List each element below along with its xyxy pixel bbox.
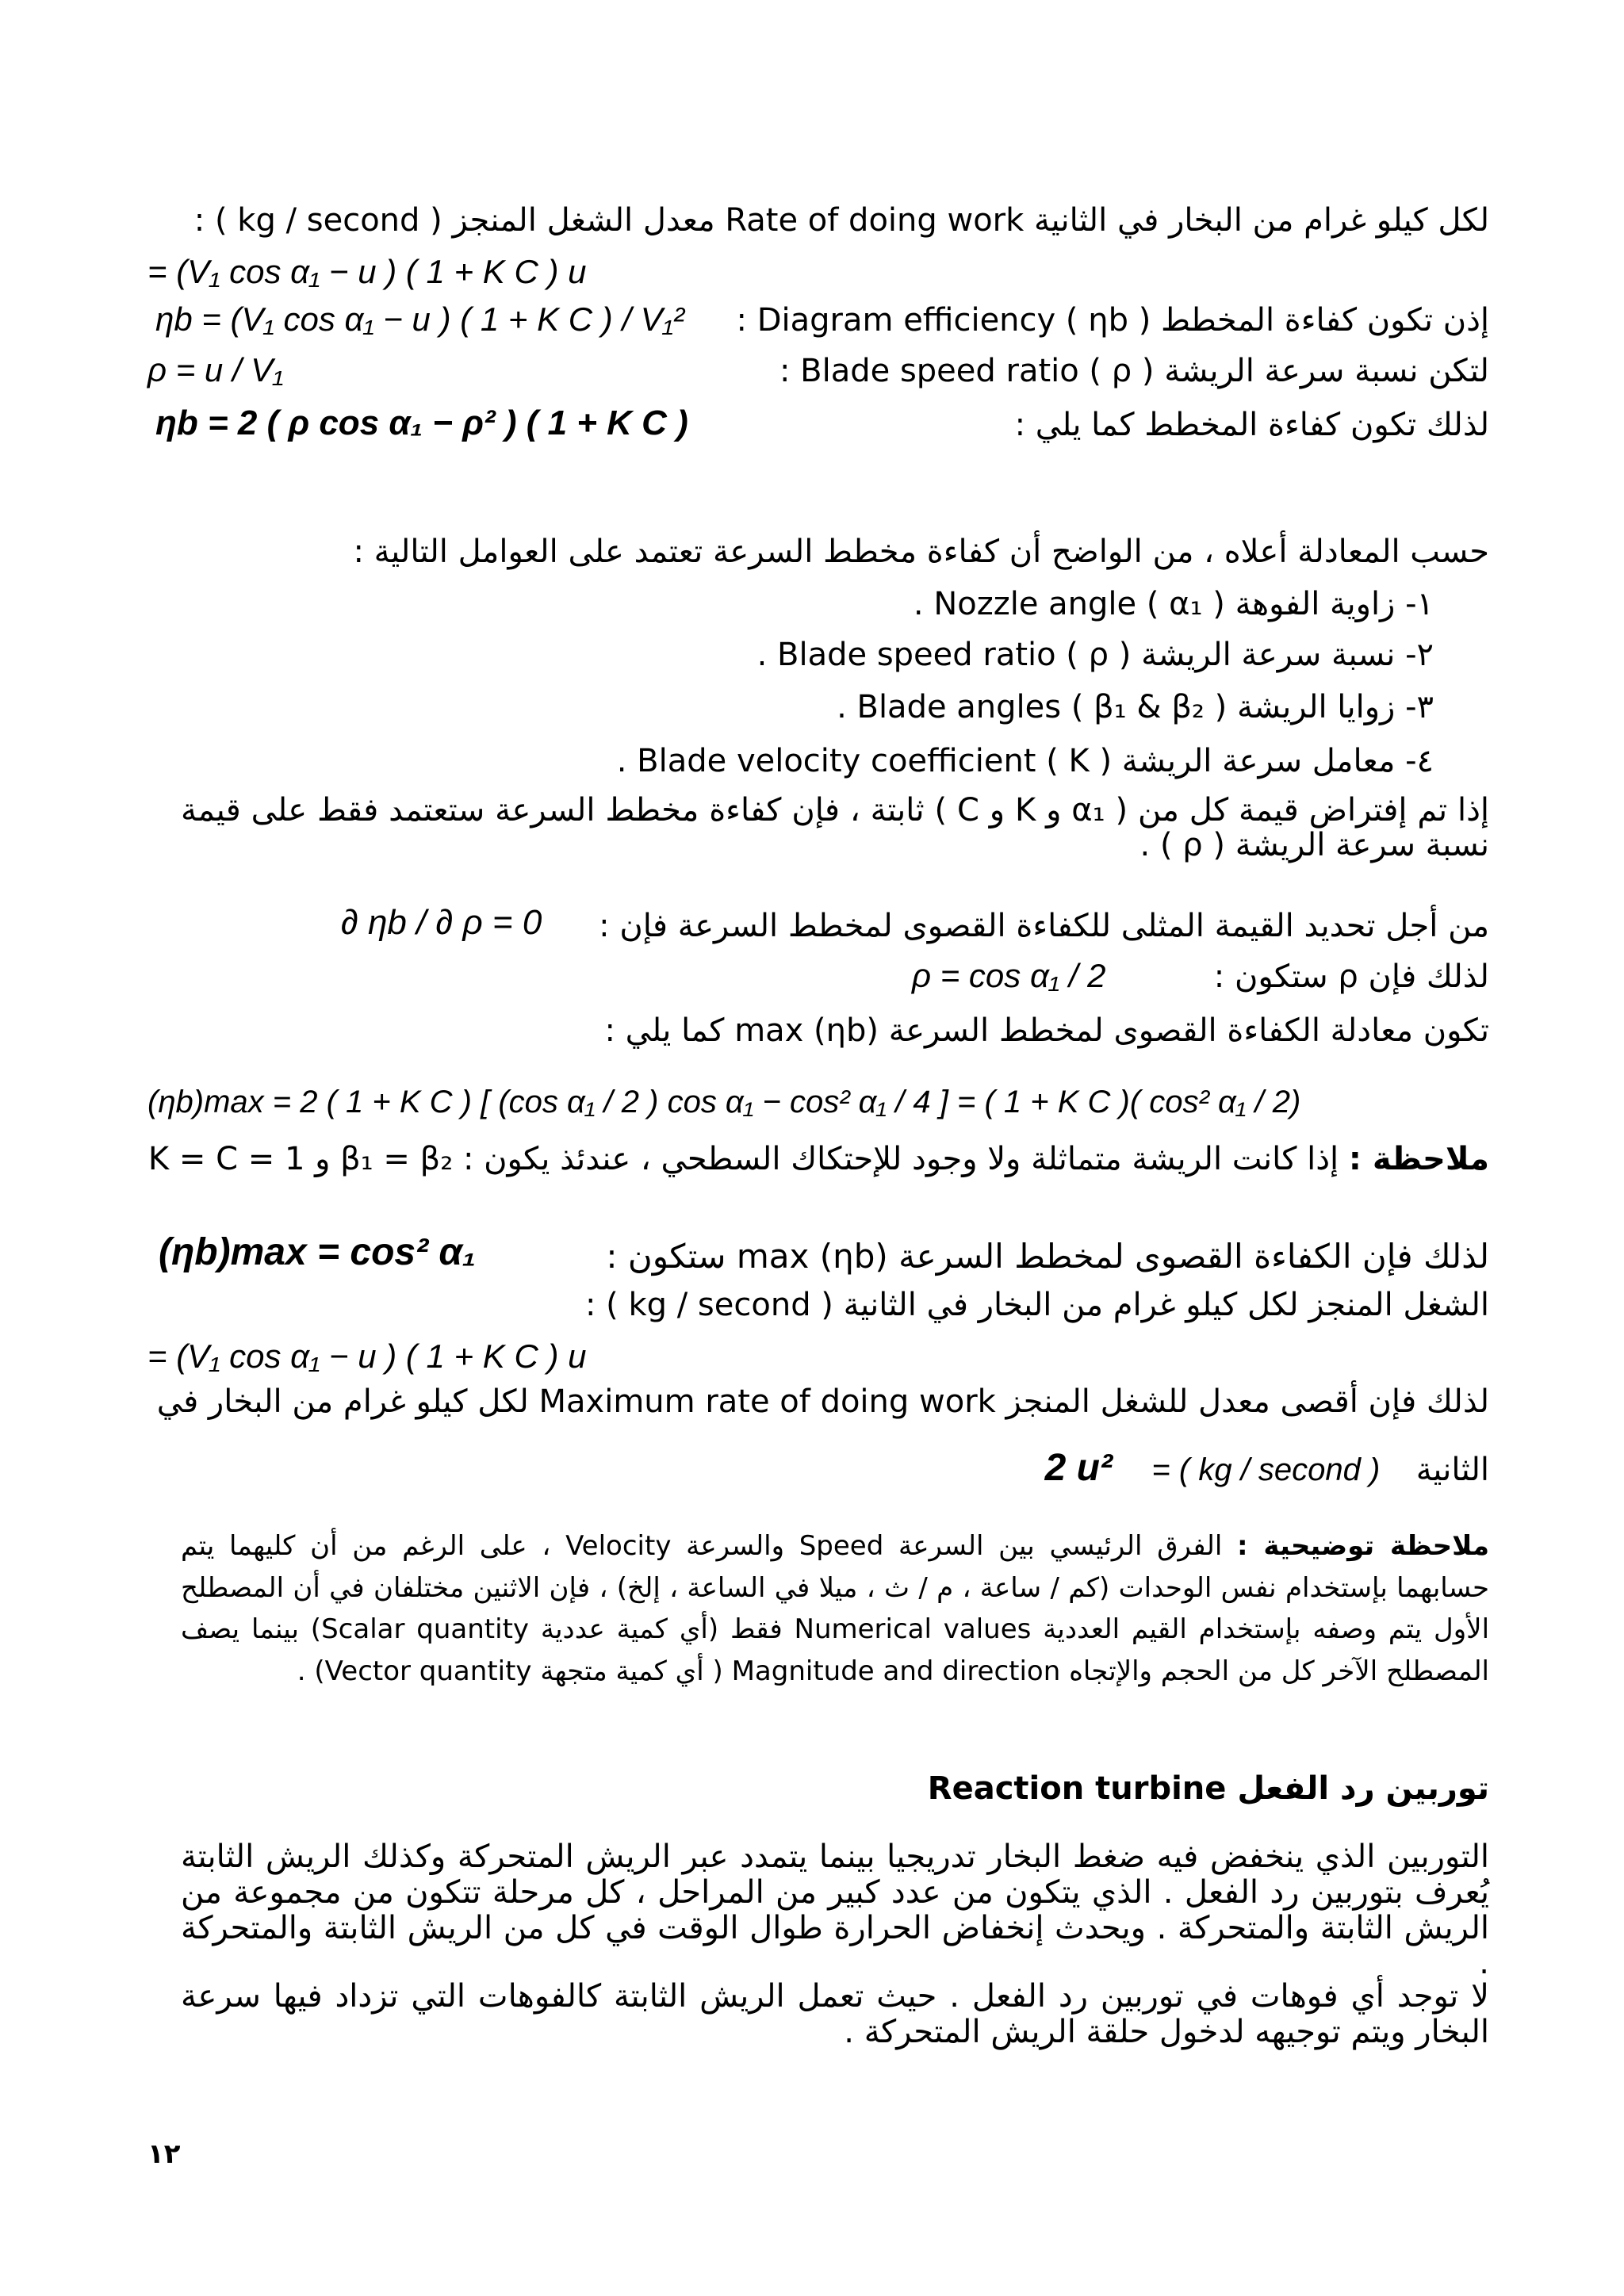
note-label: ملاحظة : [1348,1141,1489,1177]
explanatory-note-label: ملاحظة توضيحية : [1237,1530,1490,1562]
factor-blade-speed-ratio: ٢- نسبة سرعة الريشة ( ρ ) Blade speed ratio . [756,637,1434,673]
derivative-equation: ∂ ηb / ∂ ρ = 0 [341,903,542,942]
rate-of-work-line: : ( kg / second ) معدل الشغل المنجز Rate of doing work لكل كيلو غرام من البخار في الثانية [193,202,1489,239]
factor-blade-velocity-coefficient: ٤- معامل سرعة الريشة Blade velocity coefficient ( K ) . [616,743,1434,779]
speed-velocity-note [181,1525,1489,1693]
rho-equation: ρ = cos α₁ / 2 [912,957,1106,994]
work-per-kg-equation: = (V₁ cos α₁ − u ) ( 1 + K C ) u [147,1337,587,1375]
max-rate-of-work-end [1045,1449,1489,1487]
max-efficiency-equation: (ηb)max = 2 ( 1 + K C ) [ (cos α₁ / 2 ) cos α₁ − cos² α₁ / 4 ] = ( 1 + K C )( cos² α₁ / 2) [147,1085,1301,1119]
diagram-efficiency-label: إذن تكون كفاءة المخطط ( ηb ) Diagram efficiency : [736,302,1489,339]
optimum-value-label: من أجل تحديد القيمة المثلى للكفاءة القصوى لمخطط السرعة فإن : [599,908,1489,944]
work-per-kg-label: : ( kg / second ) الشغل المنجز لكل كيلو غرام من البخار في الثانية [584,1287,1489,1323]
reaction-turbine-paragraph-2: لا توجد أي فوهات في توربين رد الفعل . حيث تعمل الريش الثابتة كالفوهات التي تزداد فيها سرعة البخار ويتم توجيهه لدخول حلقة الريش المتحركة . [181,1978,1489,2050]
explanatory-note-text: الفرق الرئيسي بين السرعة Speed والسرعة Velocity ، على الرغم من أن كليهما يتم حسابهما بإستخدام نفس الوحدات (كم / ساعة ، م / ث ، ميلا في الساعة ، إلخ) ، فإن الاثنين مختلفان في أن المصطلح الأول يتم وصفه بإستخدام القيم العددية Numerical values فقط (أي كمية عددية Scalar quantity) بينما يصف المصطلح الآخر كل من الحجم والإتجاه Magnitude and direction ( أي كمية متجهة Vector quantity) . [181,1530,1490,1688]
units-text: = ( kg / second ) [1151,1452,1381,1487]
efficiency-result-label: لذلك تكون كفاءة المخطط كما يلي : [1014,407,1489,443]
page-number: ١٢ [147,2138,181,2170]
reaction-turbine-heading: توربين رد الفعل Reaction turbine [927,1770,1489,1807]
factors-intro: حسب المعادلة أعلاه ، من الواضح أن كفاءة مخطط السرعة تعتمد على العوامل التالية : [353,534,1489,570]
factor-blade-angles: ٣- زوايا الريشة ( β₁ & β₂ ) Blade angles . [837,689,1434,725]
work-equation: = (V₁ cos α₁ − u ) ( 1 + K C ) u [147,253,587,290]
note-text: إذا كانت الريشة متماثلة ولا وجود للإحتكاك السطحي ، عندئذ يكون : β₁ = β₂ و K = C = 1 [147,1141,1349,1177]
max-efficiency-label: لذلك فإن الكفاءة القصوى لمخطط السرعة (ηb) max ستكون : [606,1237,1489,1276]
diagram-efficiency-equation: ηb = (V₁ cos α₁ − u ) ( 1 + K C ) / V₁² [155,300,685,338]
max-work-value: 2 u² [1044,1447,1113,1489]
blade-speed-ratio-label: لتكن نسبة سرعة الريشة ( ρ ) Blade speed ratio : [779,353,1489,389]
max-efficiency-intro: تكون معادلة الكفاءة القصوى لمخطط السرعة (ηb) max كما يلي : [604,1012,1489,1049]
assumption-paragraph: إذا تم إفتراض قيمة كل من ( α₁ و K و C ) ثابتة ، فإن كفاءة مخطط السرعة ستعتمد فقط على قيمة نسبة سرعة الريشة ( ρ ) . [181,792,1489,863]
reaction-turbine-paragraph-1: التوربين الذي ينخفض فيه ضغط البخار تدريجيا بينما يتمدد عبر الريش المتحركة وكذلك الريش الثابتة يُعرف بتوربين رد الفعل . الذي يتكون من عدد كبير من المراحل ، كل مرحلة تتكون من مجموعة من الريش الثابتة والمتحركة . ويحدث إنخفاض الحرارة طوال الوقت في كل من الريش الثابتة والمتحركة . [181,1839,1489,1982]
max-efficiency-result: (ηb)max = cos² α₁ [159,1231,477,1273]
blade-speed-ratio-equation: ρ = u / V₁ [147,351,284,388]
rho-label: لذلك فإن ρ ستكون : [1213,959,1489,995]
max-rate-of-work-line: لذلك فإن أقصى معدل للشغل المنجز Maximum rate of doing work لكل كيلو غرام من البخار في [156,1383,1489,1420]
factor-nozzle-angle: ١- زاوية الفوهة Nozzle angle ( α₁ ) . [913,586,1434,622]
per-second-word: الثانية [1415,1452,1489,1488]
symmetric-blade-note [148,1143,1489,1175]
efficiency-result-equation: ηb = 2 ( ρ cos α₁ − ρ² ) ( 1 + K C ) [155,404,688,442]
